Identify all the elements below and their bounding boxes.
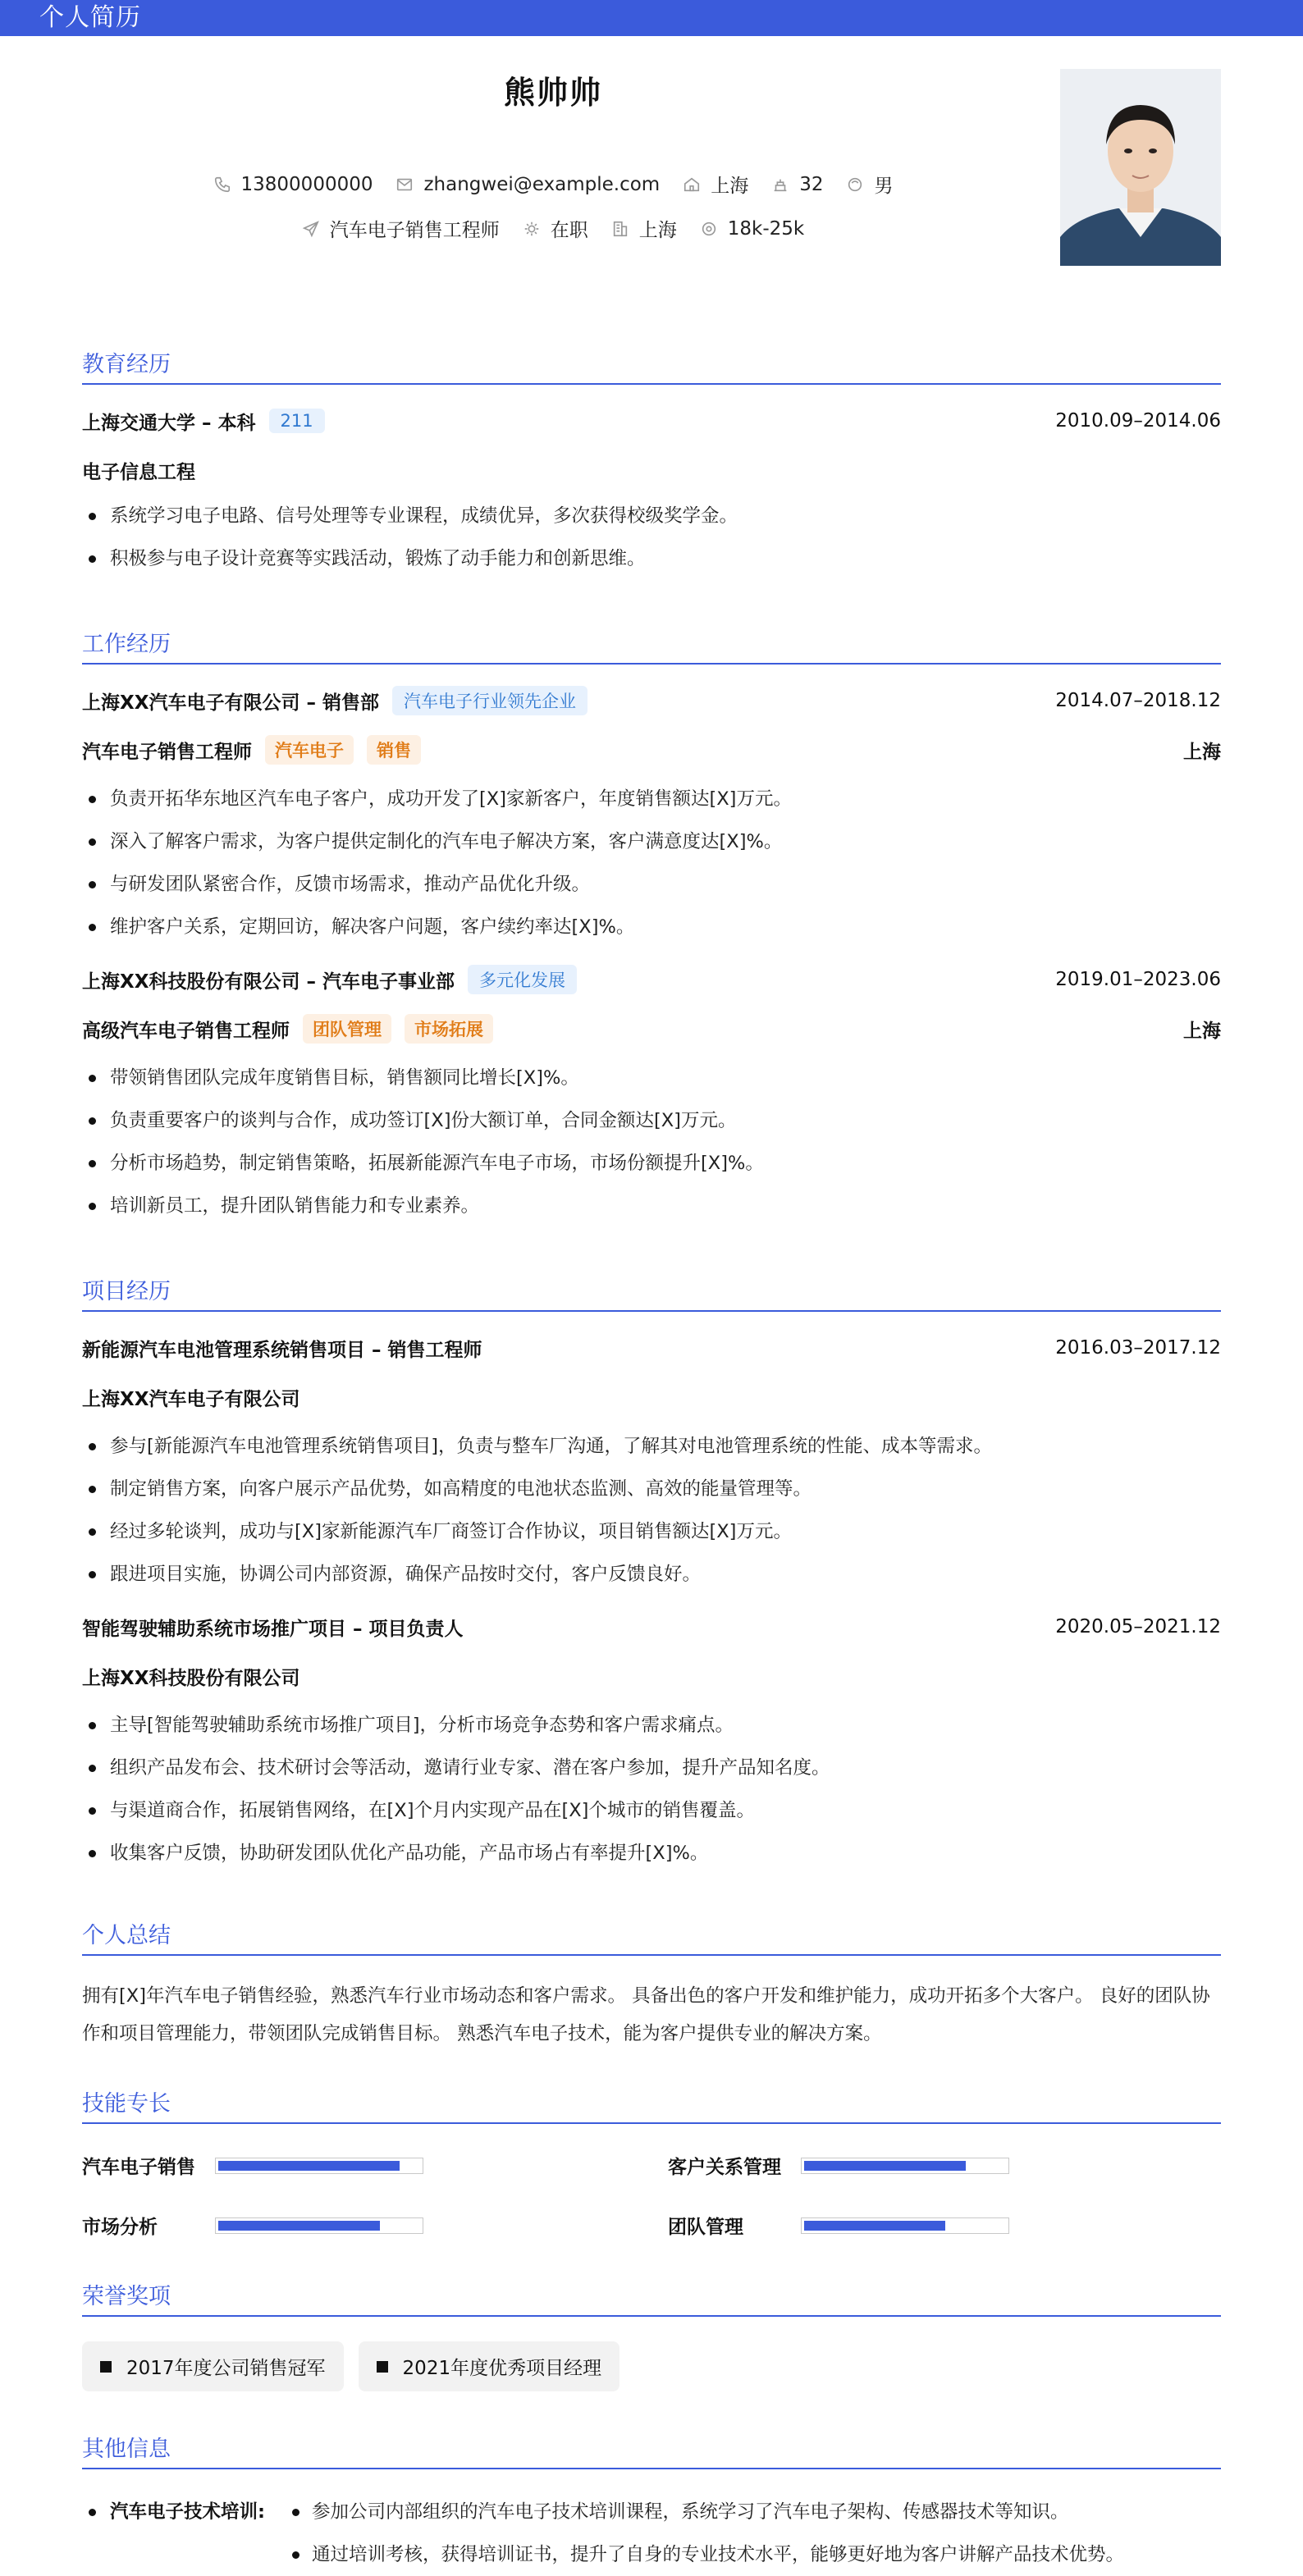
section-title-projects: 项目经历 <box>82 1273 1221 1312</box>
skill-bar <box>801 2158 1009 2174</box>
section-title-work: 工作经历 <box>82 626 1221 665</box>
skill-bar-fill <box>218 2221 380 2231</box>
skill-bar <box>801 2217 1009 2234</box>
role-name: 汽车电子销售工程师 <box>82 741 252 763</box>
project-date: 2020.05–2021.12 <box>1055 1616 1221 1637</box>
work-bullets <box>82 1057 1221 1227</box>
award-text: 2021年度优秀项目经理 <box>402 2358 602 2379</box>
topbar-title: 个人简历 <box>39 3 141 32</box>
work-entry <box>82 686 1221 948</box>
other-bullets <box>287 2491 1124 2576</box>
award-item <box>359 2341 620 2391</box>
education-entry-head <box>82 406 1221 436</box>
award-text: 2017年度公司销售冠军 <box>126 2358 326 2379</box>
skill-item <box>668 2152 1221 2179</box>
list-item: 经过多轮谈判，成功与[X]家新能源汽车厂商签订合作协议，项目销售额达[X]万元。 <box>82 1510 1221 1553</box>
education-date: 2010.09–2014.06 <box>1055 410 1221 432</box>
company-name: 上海XX科技股份有限公司 – 汽车电子事业部 <box>82 971 455 993</box>
list-item: 参与[新能源汽车电池管理系统销售项目]，负责与整车厂沟通，了解其对电池管理系统的性能、成本等需求。 <box>82 1425 1221 1468</box>
phone-text: 13800000000 <box>240 173 373 195</box>
email-text: zhangwei@example.com <box>423 173 661 195</box>
projects-section <box>82 1273 1221 1875</box>
role-name: 高级汽车电子销售工程师 <box>82 1020 290 1042</box>
status-text: 在职 <box>550 220 588 241</box>
skill-label: 团队管理 <box>668 2217 743 2238</box>
list-item: 制定销售方案，向客户展示产品优势，如高精度的电池状态监测、高效的能量管理等。 <box>82 1468 1221 1510</box>
role-tag: 汽车电子 <box>265 735 354 765</box>
contact-row <box>82 171 1024 198</box>
other-section <box>82 2431 1221 2576</box>
skill-bar <box>215 2158 423 2174</box>
candidate-name: 熊帅帅 <box>503 75 602 111</box>
education-section <box>82 346 1221 580</box>
portrait-illustration <box>1060 69 1221 266</box>
gender-icon <box>846 176 864 194</box>
skill-item <box>668 2212 1221 2239</box>
top-bar <box>0 0 1303 36</box>
list-item: 与渠道商合作，拓展销售网络，在[X]个月内实现产品在[X]个城市的销售覆盖。 <box>82 1789 1221 1832</box>
gender-info <box>846 171 893 198</box>
skill-label: 汽车电子销售 <box>82 2157 195 2178</box>
other-key: 汽车电子技术培训: <box>82 2491 287 2576</box>
section-title-education: 教育经历 <box>82 346 1221 385</box>
section-title-summary: 个人总结 <box>82 1917 1221 1956</box>
section-title-skills: 技能专长 <box>82 2085 1221 2124</box>
salary-text: 18k-25k <box>727 217 805 240</box>
send-icon <box>302 220 320 238</box>
school-name: 上海交通大学 – 本科 <box>82 412 256 434</box>
project-entry-head <box>82 1333 1221 1363</box>
role-tag: 团队管理 <box>303 1014 391 1044</box>
work-entry-head <box>82 686 1221 715</box>
school-tag: 211 <box>269 409 325 433</box>
list-item: 系统学习电子电路、信号处理等专业课程，成绩优异，多次获得校级奖学金。 <box>82 495 1221 537</box>
list-item: 培训新员工，提升团队销售能力和专业素养。 <box>82 1185 1221 1227</box>
list-item: 维护客户关系，定期回访，解决客户问题，客户续约率达[X]%。 <box>82 906 1221 948</box>
skill-item <box>82 2212 635 2239</box>
project-name: 新能源汽车电池管理系统销售项目 – 销售工程师 <box>82 1339 482 1361</box>
work-entry <box>82 965 1221 1227</box>
awards-section <box>82 2278 1221 2391</box>
company-tag: 汽车电子行业领先企业 <box>392 686 587 715</box>
list-item: 分析市场趋势，制定销售策略，拓展新能源汽车电子市场，市场份额提升[X]%。 <box>82 1142 1221 1185</box>
email-info <box>395 174 660 195</box>
company-tag: 多元化发展 <box>468 965 577 994</box>
skills-section <box>82 2085 1221 2239</box>
skill-label: 客户关系管理 <box>668 2157 781 2178</box>
summary-text: 拥有[X]年汽车电子销售经验，熟悉汽车行业市场动态和客户需求。 具备出色的客户开发和维护能力，成功开拓多个大客户。 良好的团队协作和项目管理能力，带领团队完成销售目标。 熟悉汽车电子技术，能为客户提供专业的解决方案。 <box>82 1985 1210 2044</box>
project-company: 上海XX科技股份有限公司 <box>82 1667 300 1689</box>
work-city: 上海 <box>1183 1020 1221 1042</box>
project-entry <box>82 1612 1221 1875</box>
home-icon <box>683 176 701 194</box>
mail-icon <box>395 176 414 194</box>
work-section <box>82 626 1221 1227</box>
list-item: 主导[智能驾驶辅助系统市场推广项目]，分析市场竞争态势和客户需求痛点。 <box>82 1704 1221 1747</box>
role-tag: 销售 <box>367 735 421 765</box>
skill-bar-fill <box>804 2161 966 2171</box>
project-bullets <box>82 1425 1221 1596</box>
phone-info <box>213 174 373 195</box>
skill-bar-fill <box>804 2221 945 2231</box>
profile-photo <box>1060 69 1221 266</box>
work-date: 2019.01–2023.06 <box>1055 969 1221 990</box>
section-title-other: 其他信息 <box>82 2431 1221 2469</box>
list-item: 跟进项目实施，协调公司内部资源，确保产品按时交付，客户反馈良好。 <box>82 1553 1221 1596</box>
project-entry <box>82 1333 1221 1596</box>
intent-position-info <box>302 215 500 242</box>
company-name: 上海XX汽车电子有限公司 – 销售部 <box>82 692 379 714</box>
summary-section <box>82 1917 1221 2053</box>
skills-grid <box>82 2152 1221 2239</box>
age-text: 32 <box>799 173 824 195</box>
project-company-row <box>82 1382 1221 1412</box>
role-tag: 市场拓展 <box>405 1014 493 1044</box>
square-bullet-icon <box>100 2361 112 2373</box>
city-text: 上海 <box>711 176 749 197</box>
work-role-row <box>82 1014 1221 1044</box>
work-bullets <box>82 778 1221 948</box>
intent-city-info <box>611 215 677 242</box>
list-item: 带领销售团队完成年度销售目标，销售额同比增长[X]%。 <box>82 1057 1221 1099</box>
resume-header <box>82 36 1221 282</box>
list-item: 负责重要客户的谈判与合作，成功签订[X]份大额订单，合同金额达[X]万元。 <box>82 1099 1221 1142</box>
work-city: 上海 <box>1183 741 1221 763</box>
skill-bar <box>215 2217 423 2234</box>
city-info <box>683 171 748 198</box>
list-item: 组织产品发布会、技术研讨会等活动，邀请行业专家、潜在客户参加，提升产品知名度。 <box>82 1747 1221 1789</box>
list-item: 负责开拓华东地区汽车电子客户，成功开发了[X]家新客户，年度销售额达[X]万元。 <box>82 778 1221 820</box>
project-company: 上海XX汽车电子有限公司 <box>82 1388 300 1410</box>
list-item: 参加公司内部组织的汽车电子技术培训课程，系统学习了汽车电子架构、传感器技术等知识。 <box>287 2491 1124 2533</box>
project-company-row <box>82 1661 1221 1691</box>
project-entry-head <box>82 1612 1221 1642</box>
skill-label: 市场分析 <box>82 2217 158 2238</box>
list-item: 收集客户反馈，协助研发团队优化产品功能，产品市场占有率提升[X]%。 <box>82 1832 1221 1875</box>
project-bullets <box>82 1704 1221 1875</box>
awards-list <box>82 2341 1221 2391</box>
gender-text: 男 <box>874 176 894 197</box>
list-item: 深入了解客户需求，为客户提供定制化的汽车电子解决方案，客户满意度达[X]%。 <box>82 820 1221 863</box>
age-icon <box>771 176 789 194</box>
work-role-row <box>82 735 1221 765</box>
intent-city-text: 上海 <box>638 220 677 241</box>
resume-page <box>0 36 1303 2576</box>
education-major-row <box>82 455 1221 485</box>
project-date: 2016.03–2017.12 <box>1055 1337 1221 1359</box>
status-icon <box>523 220 541 238</box>
list-item: 与研发团队紧密合作，反馈市场需求，推动产品优化升级。 <box>82 863 1221 906</box>
phone-icon <box>213 176 231 194</box>
job-intent-row <box>82 215 1024 242</box>
education-bullets <box>82 495 1221 580</box>
skill-item <box>82 2152 635 2179</box>
age-info <box>771 174 823 195</box>
skill-bar-fill <box>218 2161 400 2171</box>
other-entry <box>82 2491 1221 2576</box>
list-item: 积极参与电子设计竞赛等实践活动，锻炼了动手能力和创新思维。 <box>82 537 1221 580</box>
building-icon <box>611 220 629 238</box>
status-info <box>523 215 588 242</box>
project-name: 智能驾驶辅助系统市场推广项目 – 项目负责人 <box>82 1618 464 1640</box>
work-entry-head <box>82 965 1221 994</box>
list-item: 通过培训考核，获得培训证书，提升了自身的专业技术水平，能够更好地为客户讲解产品技术优势。 <box>287 2533 1124 2576</box>
square-bullet-icon <box>377 2361 388 2373</box>
major-name: 电子信息工程 <box>82 461 195 483</box>
salary-icon <box>700 220 718 238</box>
salary-info <box>700 218 804 240</box>
award-item <box>82 2341 344 2391</box>
work-date: 2014.07–2018.12 <box>1055 690 1221 711</box>
section-title-awards: 荣誉奖项 <box>82 2278 1221 2317</box>
intent-position-text: 汽车电子销售工程师 <box>329 220 500 241</box>
